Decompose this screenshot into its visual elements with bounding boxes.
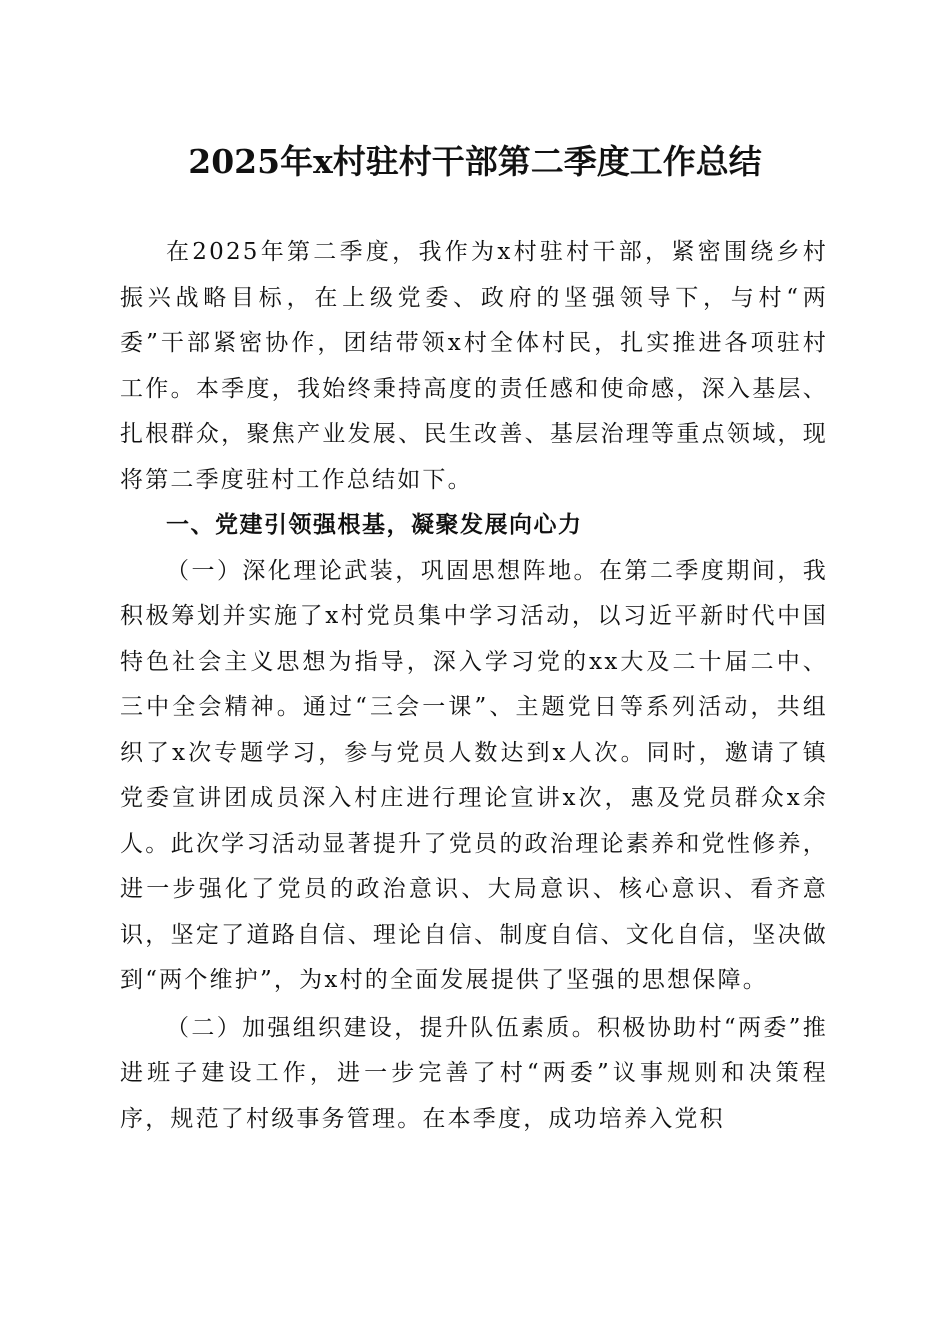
intro-paragraph: 在2025年第二季度，我作为x村驻村干部，紧密围绕乡村振兴战略目标，在上级党委、政府的坚强领导下，与村“两委”干部紧密协作，团结带领x村全体村民，扎实推进各项驻村工作。本季度，我始终秉持高度的责任感和使命感，深入基层、扎根群众，聚焦产业发展、民生改善、基层治理等重点领域，现将第二季度驻村工作总结如下。 [120,239,828,493]
item-lead-2: （二）加强组织建设，提升队伍素质。 [166,1014,598,1041]
document-body [120,230,828,1142]
item-paragraph-1 [120,549,828,1004]
item-text-2: 积极协助村“两委”推进班子建设工作，进一步完善了村“两委”议事规则和决策程序，规范了村级事务管理。在本季度，成功培养入党积 [120,1014,828,1132]
document-title: 2025年x村驻村干部第二季度工作总结 [188,142,762,181]
item-text-1: 在第二季度期间，我积极筹划并实施了x村党员集中学习活动，以习近平新时代中国特色社会主义思想为指导，深入学习党的xx大及二十届二中、三中全会精神。通过“三会一课”、主题党日等系列活动，共组织了x次专题学习，参与党员人数达到x人次。同时，邀请了镇党委宣讲团成员深入村庄进行理论宣讲x次，惠及党员群众x余人。此次学习活动显著提升了党员的政治理论素养和党性修养，进一步强化了党员的政治意识、大局意识、核心意识、看齐意识，坚定了道路自信、理论自信、制度自信、文化自信，坚决做到“两个维护”，为x村的全面发展提供了坚强的思想保障。 [120,557,828,993]
section-heading-1: 一、党建引领强根基，凝聚发展向心力 [166,512,583,538]
item-paragraph-2 [120,1006,828,1143]
item-lead-1: （一）深化理论武装，巩固思想阵地。 [166,557,600,584]
